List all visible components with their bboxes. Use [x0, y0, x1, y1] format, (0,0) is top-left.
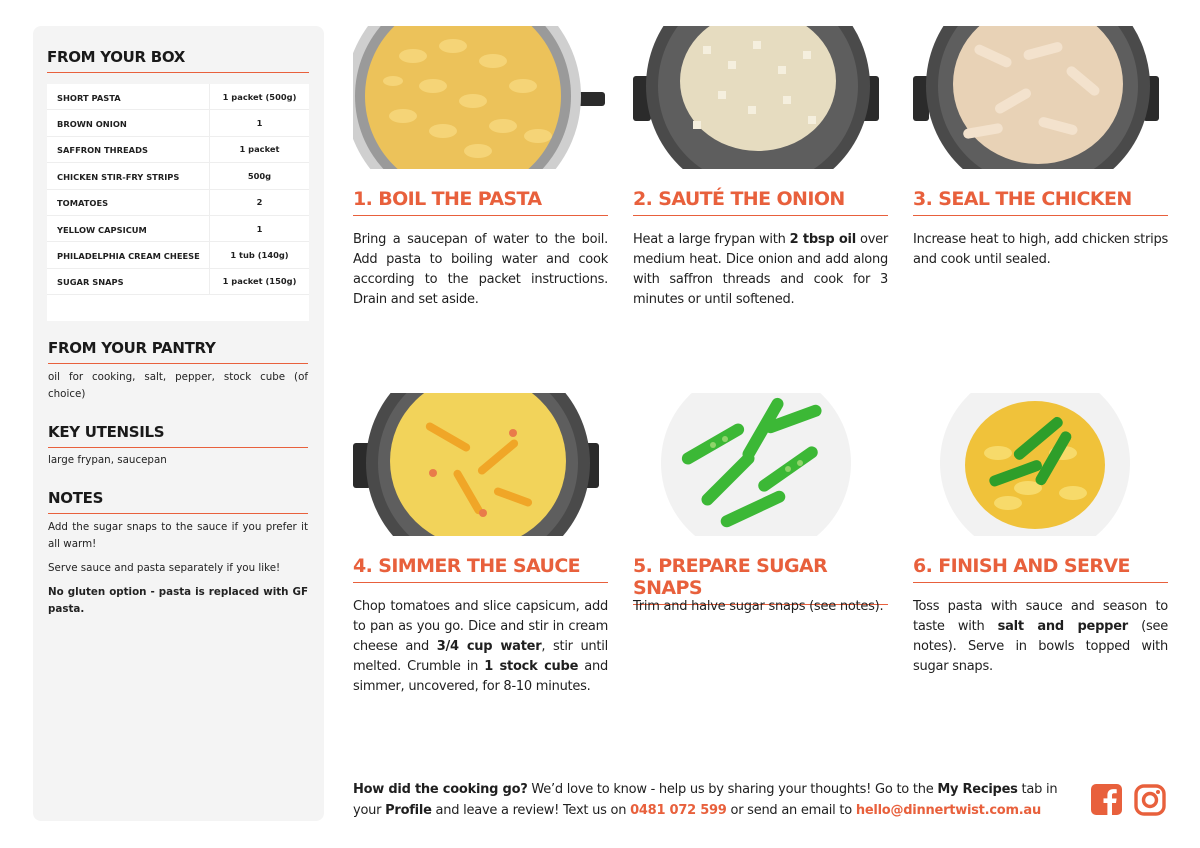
ingredient-name: PHILADELPHIA CREAM CHEESE	[47, 242, 210, 267]
table-row	[47, 84, 309, 110]
step-6	[913, 393, 1168, 674]
footer-text-run: We’d love to know - help us by sharing your thoughts! Go to the	[527, 782, 938, 797]
footer-text-run: or send an email to	[726, 803, 856, 818]
footer-text-run: How did the cooking go?	[353, 782, 528, 797]
step-5-body	[633, 597, 888, 617]
notes-heading: NOTES	[48, 489, 308, 514]
ingredient-name: YELLOW CAPSICUM	[47, 216, 210, 241]
table-row	[47, 110, 309, 136]
note-1: Add the sugar snaps to the sauce if you prefer it all warm!	[48, 521, 308, 550]
ingredient-qty: 1 packet	[239, 144, 280, 155]
step-text-run: 1 stock cube	[484, 659, 579, 674]
ingredient-qty: 1	[256, 223, 263, 234]
instagram-icon[interactable]	[1134, 784, 1166, 821]
box-heading: FROM YOUR BOX	[47, 48, 309, 73]
onion-frypan-photo	[633, 26, 888, 169]
table-row	[47, 137, 309, 163]
ingredient-name: TOMATOES	[47, 190, 210, 215]
note-3: No gluten option - pasta is replaced with GF pasta.	[48, 586, 308, 615]
step-text-run: Trim and halve sugar snaps (see notes).	[633, 599, 884, 614]
table-row	[47, 163, 309, 189]
step-text-run: Heat a large frypan with	[633, 232, 790, 247]
pasta-pot-photo	[353, 26, 608, 169]
footer-text-run: and leave a review! Text us on	[431, 803, 631, 818]
sugar-snaps-photo	[633, 393, 888, 536]
ingredient-qty: 500g	[247, 170, 272, 181]
ingredient-qty: 2	[256, 197, 263, 208]
footer-contact-link[interactable]: 0481 072 599	[630, 803, 727, 818]
box-ingredients-table	[47, 84, 309, 321]
ingredient-qty: 1 packet (150g)	[222, 276, 297, 287]
ingredient-name: BROWN ONION	[47, 110, 210, 135]
chicken-frypan-photo	[913, 26, 1168, 169]
ingredient-qty: 1 packet (500g)	[222, 91, 297, 102]
sidebar	[33, 26, 324, 821]
step-6-body	[913, 597, 1168, 677]
step-2-body	[633, 230, 888, 310]
step-text-run: 2 tbsp oil	[789, 232, 856, 247]
table-row	[47, 269, 309, 295]
table-row	[47, 190, 309, 216]
plated-pasta-photo	[913, 393, 1168, 536]
step-text-run: Bring a saucepan of water to the boil. Add pasta to boiling water and cook according to the packet instructions. Drain and set aside.	[353, 232, 608, 307]
step-2	[633, 26, 888, 307]
pantry-heading: FROM YOUR PANTRY	[48, 339, 308, 364]
table-row	[47, 216, 309, 242]
ingredient-qty: 1	[256, 118, 263, 129]
footer-text-run: Profile	[385, 803, 432, 818]
step-4-body	[353, 597, 608, 697]
step-text-run: 3/4 cup water	[436, 639, 542, 654]
utensils-heading: KEY UTENSILS	[48, 423, 308, 448]
step-4-title: 4. SIMMER THE SAUCE	[353, 555, 608, 583]
step-1	[353, 26, 608, 307]
step-4	[353, 393, 609, 694]
table-row	[47, 242, 309, 268]
sauce-frypan-photo	[353, 393, 608, 536]
step-text-run: Increase heat to high, add chicken strips and cook until sealed.	[913, 232, 1168, 267]
ingredient-qty: 1 tub (140g)	[230, 250, 289, 261]
utensils-text: large frypan, saucepan	[48, 454, 167, 466]
footer-text-run: tab in your	[353, 782, 1058, 818]
step-text-run: Chop tomatoes and slice capsicum, add to pan as you go. Dice and stir in cream cheese and	[353, 599, 608, 654]
footer-contact-link[interactable]: hello@dinnertwist.com.au	[855, 803, 1041, 818]
footer-text-run: My Recipes	[937, 782, 1018, 797]
step-text-run: over medium heat. Dice onion and add along with saffron threads and cook for 3 minutes or until softened.	[633, 232, 888, 307]
step-3-body	[913, 230, 1168, 270]
step-text-run: Toss pasta with sauce and season to taste with	[913, 599, 1168, 634]
step-1-title: 1. BOIL THE PASTA	[353, 188, 608, 216]
ingredient-name: SUGAR SNAPS	[47, 269, 210, 294]
step-text-run: and simmer, uncovered, for 8-10 minutes.	[353, 659, 609, 694]
pantry-text: oil for cooking, salt, pepper, stock cube (of choice)	[48, 371, 308, 400]
step-3-title: 3. SEAL THE CHICKEN	[913, 188, 1168, 216]
step-6-title: 6. FINISH AND SERVE	[913, 555, 1168, 583]
facebook-icon[interactable]	[1091, 784, 1122, 820]
feedback-footer	[353, 779, 1073, 821]
step-text-run: salt and pepper	[997, 619, 1128, 634]
step-2-title: 2. SAUTÉ THE ONION	[633, 188, 888, 216]
note-2: Serve sauce and pasta separately if you like!	[48, 562, 281, 574]
step-text-run: , stir until melted. Crumble in	[353, 639, 608, 674]
ingredient-name: SAFFRON THREADS	[47, 137, 210, 162]
ingredient-name: SHORT PASTA	[47, 84, 210, 109]
ingredient-name: CHICKEN STIR-FRY STRIPS	[47, 163, 210, 188]
step-1-body	[353, 230, 608, 310]
step-5-title: 5. PREPARE SUGAR SNAPS	[633, 555, 888, 605]
step-5	[633, 393, 888, 614]
step-3	[913, 26, 1168, 267]
step-text-run: (see notes). Serve in bowls topped with sugar snaps.	[913, 619, 1168, 674]
